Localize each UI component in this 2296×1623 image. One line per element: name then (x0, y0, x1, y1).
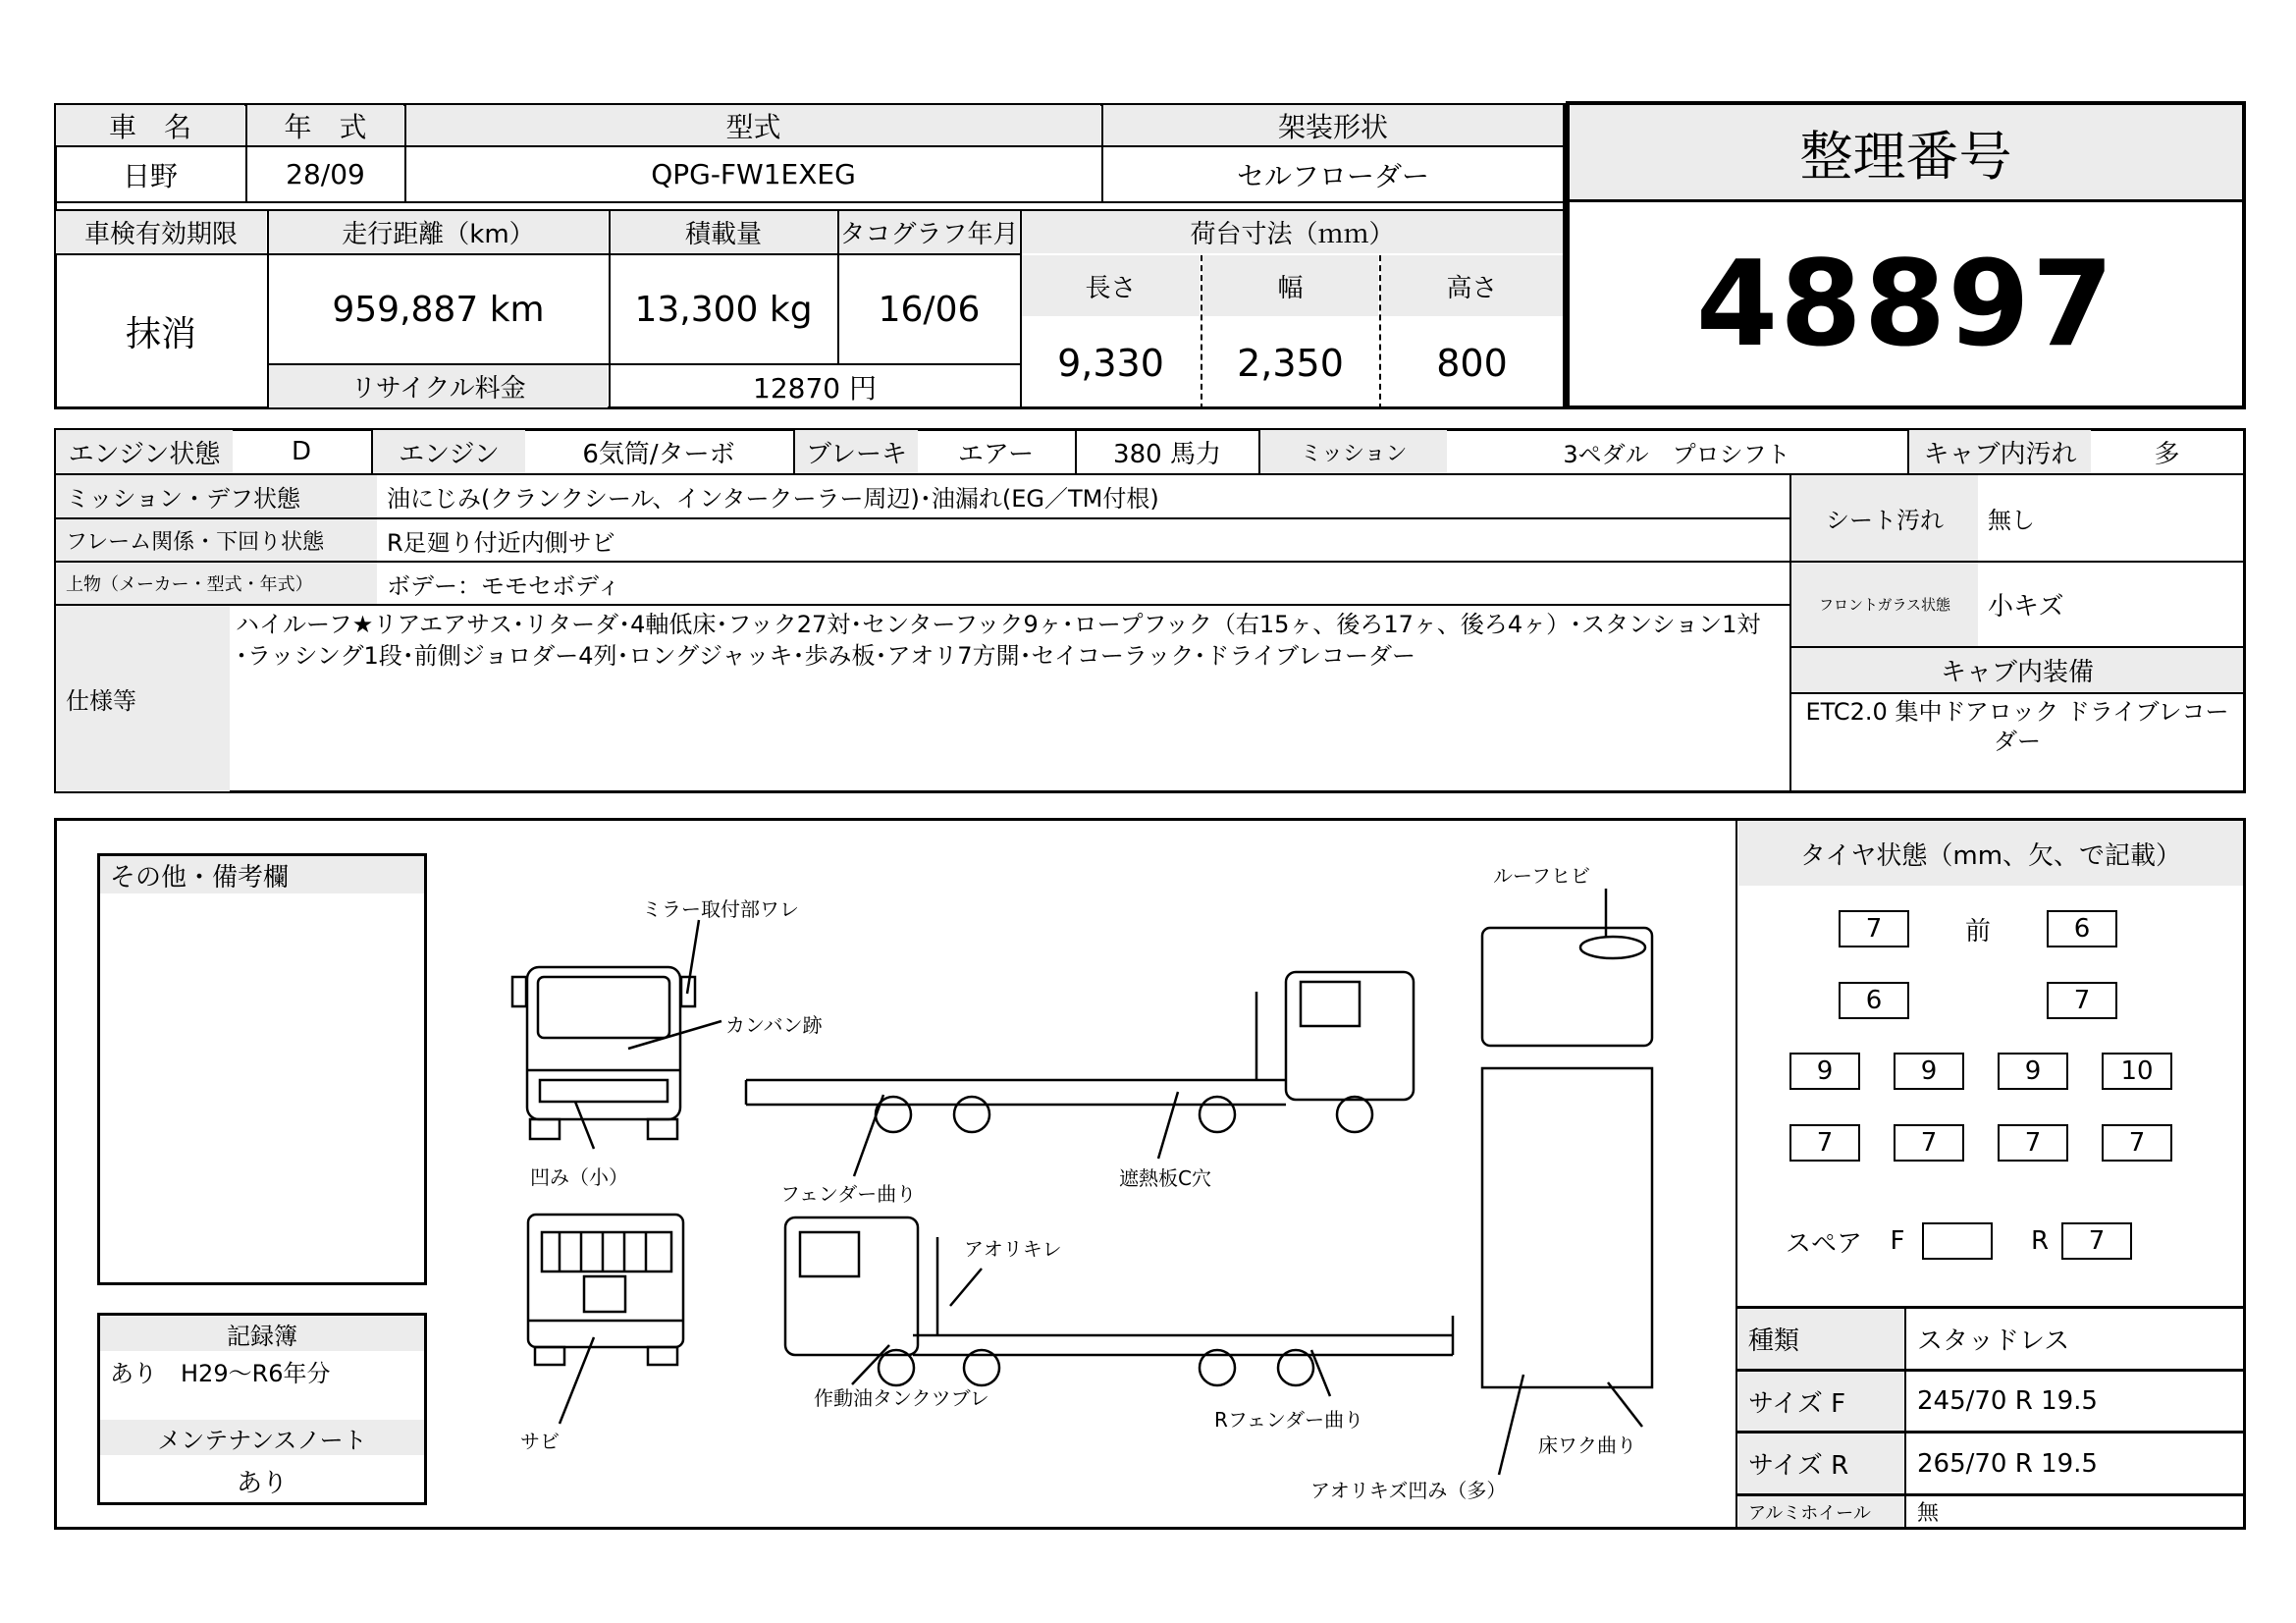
body-type: セルフローダー (1236, 159, 1429, 192)
note-dent-small: 凹み（小） (530, 1165, 628, 1189)
cab-equip: ETC2.0 集中ドアロック ドライブレコーダー (1805, 698, 2229, 755)
load-capacity-label: 積載量 (611, 211, 836, 253)
brake-label: ブレーキ (795, 430, 918, 473)
spec-line-2: ･ラッシング1段･前側ジョロダー4列･ロングジャッキ･歩み板･アオリ7方開･セイコーラック･ドライブレコーダー (236, 642, 1416, 670)
note-heat-shield: 遮熱板C穴 (1119, 1166, 1211, 1190)
transmission: 3ペダル プロシフト (1563, 440, 1790, 468)
tire-rear-1-3: 9 (1998, 1053, 2068, 1090)
spare-r: 7 (2061, 1222, 2132, 1260)
horsepower: 380 馬力 (1113, 439, 1221, 469)
remarks-label: その他・備考欄 (100, 856, 424, 893)
spec-line-1: ハイルーフ★リアエアサス･リターダ･4軸低床･フック27対･センターフック9ヶ･ロープフック（右15ヶ、後ろ17ヶ、後ろ4ヶ）･スタンション1対 (236, 611, 1761, 638)
tire-rear-1-1: 9 (1789, 1053, 1860, 1090)
note-fender-bent: フェンダー曲り (780, 1182, 917, 1206)
cab-dirt: 多 (2154, 439, 2180, 469)
note-aori-cut: アオリキレ (964, 1237, 1062, 1261)
tire-rear-1-4: 10 (2102, 1053, 2172, 1090)
tire-condition-label: タイヤ状態（mm、欠、で記載） (1738, 821, 2243, 886)
size-r-label: サイズ R (1738, 1434, 1903, 1493)
spare-f-label: F (1890, 1226, 1905, 1256)
note-oil-tank: 作動油タンクツブレ (814, 1386, 989, 1410)
year: 28/09 (286, 158, 365, 190)
tire-rear-2-3: 7 (1998, 1124, 2068, 1162)
management-number-label: 整理番号 (1570, 105, 2242, 199)
tachograph-label: タコグラフ年月 (839, 211, 1019, 253)
maintenance-label: メンテナンスノート (100, 1420, 424, 1455)
tire-front-left-1: 7 (1839, 910, 1909, 947)
maintenance: あり (236, 1468, 288, 1498)
mileage: 959,887 km (332, 289, 545, 330)
width: 2,350 (1237, 341, 1344, 385)
note-rust: サビ (520, 1430, 560, 1453)
note-aori-dent: アオリキズ凹み（多） (1310, 1479, 1507, 1502)
seat-dirt-label: シート汚れ (1791, 475, 1978, 561)
record: あり H29～R6年分 (110, 1359, 331, 1387)
tire-rear-2-2: 7 (1894, 1124, 1964, 1162)
tire-rear-2-4: 7 (2102, 1124, 2172, 1162)
note-r-fender: Rフェンダー曲り (1214, 1408, 1364, 1432)
tire-front-left-2: 6 (1839, 982, 1909, 1019)
length: 9,330 (1057, 341, 1164, 385)
tire-front-right-1: 6 (2047, 910, 2117, 947)
height-label: 高さ (1381, 255, 1563, 316)
upper-label: 上物（メーカー・型式・年式） (56, 563, 377, 604)
tire-type-label: 種類 (1738, 1309, 1903, 1369)
tire-front-label: 前 (1964, 916, 1991, 947)
brake: エアー (957, 439, 1035, 469)
bed-size-label: 荷台寸法（ｍｍ） (1022, 211, 1563, 253)
spare-f (1922, 1222, 1993, 1260)
recycle-fee: 12870 円 (753, 371, 877, 405)
frame: R足廻り付近内側サビ (387, 528, 615, 557)
spare-r-label: R (2030, 1226, 2050, 1256)
cab-equip-label: キャブ内装備 (1791, 648, 2243, 692)
record-label: 記録簿 (100, 1316, 424, 1351)
windshield-label: フロントガラス状態 (1791, 563, 1978, 646)
note-mirror: ミラー取付部ワレ (642, 897, 799, 921)
height: 800 (1436, 341, 1508, 385)
inspection-expiry: 抹消 (125, 314, 196, 354)
tire-front-right-2: 7 (2047, 982, 2117, 1019)
load-capacity: 13,300 kg (634, 289, 813, 330)
note-floor-bent: 床ワク曲り (1538, 1434, 1636, 1457)
year-label: 年 式 (247, 105, 403, 145)
tire-rear-1-2: 9 (1894, 1053, 1964, 1090)
inspection-expiry-label: 車検有効期限 (56, 211, 266, 253)
body-type-label: 架装形状 (1103, 105, 1563, 145)
car-name-label: 車 名 (56, 105, 244, 145)
seat-dirt: 無し (1988, 507, 2035, 534)
car-name: 日野 (122, 159, 178, 192)
engine-condition: D (291, 437, 312, 466)
size-f-label: サイズ F (1738, 1372, 1903, 1431)
frame-label: フレーム関係・下回り状態 (56, 519, 377, 561)
upper: ボデー：モモセボディ (387, 571, 621, 600)
tachograph: 16/06 (878, 289, 981, 330)
mission-diff-label: ミッション・デフ状態 (56, 475, 377, 517)
model: QPG-FW1EXEG (651, 158, 856, 190)
cab-dirt-label: キャブ内汚れ (1909, 430, 2091, 473)
windshield: 小キズ (1988, 592, 2064, 622)
tire-rear-2-1: 7 (1789, 1124, 1860, 1162)
note-signboard: カンバン跡 (725, 1013, 823, 1037)
size-r: 265/70 R 19.5 (1917, 1448, 2098, 1479)
engine-condition-label: エンジン状態 (56, 430, 233, 473)
tire-type: スタッドレス (1917, 1326, 2070, 1356)
engine-label: エンジン (373, 430, 525, 473)
spec-label: 仕様等 (56, 606, 230, 791)
transmission-label: ミッション (1260, 430, 1447, 473)
width-label: 幅 (1202, 255, 1378, 316)
alloy: 無 (1917, 1501, 1940, 1526)
size-f: 245/70 R 19.5 (1917, 1386, 2098, 1416)
note-roof-crack: ルーフヒビ (1493, 864, 1590, 888)
mission-diff: 油にじみ(クランクシール、インタークーラー周辺)･油漏れ(EG／TM付根) (387, 485, 1159, 513)
length-label: 長さ (1022, 255, 1200, 316)
management-number: 48897 (1695, 236, 2116, 373)
model-label: 型式 (406, 105, 1100, 145)
engine: 6気筒/ターボ (582, 439, 735, 469)
mileage-label: 走行距離（km） (269, 211, 608, 253)
recycle-fee-label: リサイクル料金 (269, 365, 608, 407)
spare-label: スペア (1785, 1228, 1862, 1259)
alloy-label: アルミホイール (1738, 1496, 1903, 1527)
